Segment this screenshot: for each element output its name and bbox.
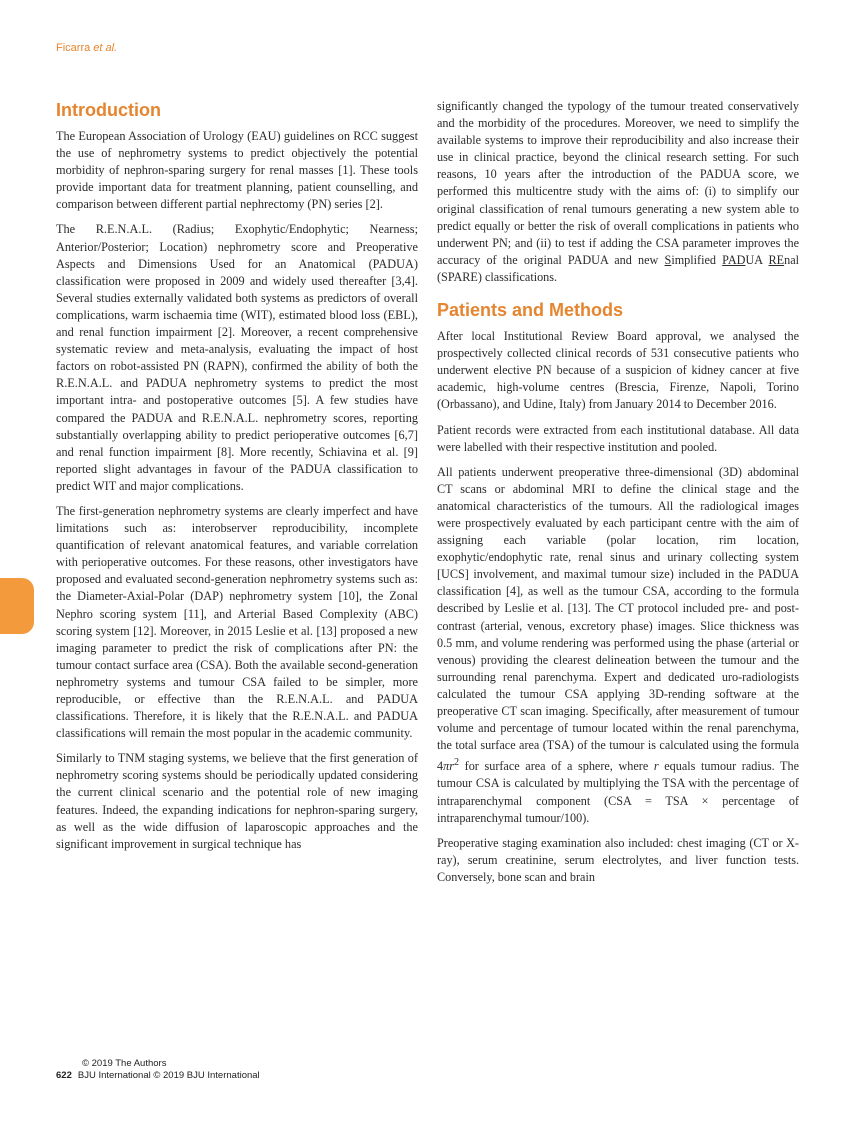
footer-copyright: © 2019 The Authors	[82, 1058, 167, 1069]
running-head-etal: et al.	[93, 42, 118, 54]
methods-paragraph-1: After local Institutional Review Board approval, we analysed the prospectively collected clinical records of 531 consecutive patients who underwent elective PN because of a suspicion of kidney cancer at five academic, high-volume centres (Brescia, Firenze, Napoli, Torino (Orbassano), and Udine, Italy) from January 2014 to December 2016.	[437, 329, 799, 412]
pi-symbol: π	[443, 759, 450, 774]
intro-continued-paragraph	[437, 98, 799, 286]
imaging-text-2: for surface area of a sphere, where	[459, 759, 654, 774]
spare-ua: UA	[745, 252, 769, 267]
intro-continued-text: significantly changed the typology of the tumour treated conservatively and the morbidity of the procedures. Moreover, we need to simplify the available systems to improve their reproducibility and also increase their use in clinical practice, beyond the clinical research setting. For such reasons, 10 years after the introduction of the PADUA score, we performed this multicentre study with the aims of: (i) to simplify our original classification of renal tumours generating a new system able to predict equally or better the risk of overall complications in patients who underwent PN; and (ii) to test if adding the CSA parameter improves the accuracy of the original PADUA and new	[437, 99, 799, 267]
intro-paragraph-4: Similarly to TNM staging systems, we believe that the first generation of nephrometry scoring systems should be periodically updated considering the current clinical scenario and the potential role of new imaging features. Indeed, the expanding indications for nephron-sparing surgery, as well as the wide diffusion of laparoscopic approaches and the significant improvement in surgical technique has	[56, 751, 418, 851]
squared-superscript: 2	[453, 757, 460, 769]
intro-paragraph-2: The R.E.N.A.L. (Radius; Exophytic/Endophytic; Nearness; Anterior/Posterior; Location) nephrometry score and Preoperative Aspects and Dimensions Used for an Anatomical (PADUA) classification were proposed in 2009 and widely used thereafter [3,4]. Several studies externally validated both systems as predictors of overall complications, warm ischaemia time (WIT), estimated blood loss (EBL), and renal function impairment [2]. Moreover, a recent comprehensive systematic review and meta-analysis, evaluating the impact of host factors on robot-assisted PN (RAPN), confirmed the ability of both the R.E.N.A.L. and PADUA nephrometry systems to predict the most important intra- and postoperative outcomes [5]. A few studies have compared the PADUA and R.E.N.A.L. nephrometry scores, reporting substantially overlapping ability to predict perioperative outcomes [6,7] and renal function impairment [8]. More recently, Schiavina et al. [9] reported slight advantages in favour of the PADUA classification to predict WIT and major complications.	[56, 222, 418, 493]
right-column	[437, 98, 799, 894]
intro-paragraph-1: The European Association of Urology (EAU) guidelines on RCC suggest the use of nephrometry systems to predict objectively the potential morbidity of nephron-sparing surgery for renal masses [1]. These tools provide important data for treatment planning, patient counselling, and comparison between different partial nephrectomy (PN) series [2].	[56, 129, 418, 212]
methods-imaging-paragraph	[437, 464, 799, 827]
patients-methods-heading: Patients and Methods	[437, 300, 624, 321]
imaging-text-3: equals tumour radius. The tumour CSA is calculated by multiplying the TSA with the percentage of intraparenchymal component (CSA = TSA × percentage of intraparenchymal tumour/100).	[437, 759, 799, 825]
r-symbol-2: r	[653, 759, 659, 774]
spare-pad: PAD	[722, 252, 746, 267]
page-footer	[56, 1058, 260, 1082]
section-tab-marker	[0, 578, 34, 634]
r-symbol: r	[449, 759, 454, 774]
intro-paragraph-3: The first-generation nephrometry systems are clearly imperfect and have limitations such as: interobserver reproducibility, incomplete quantification of relevant anatomical features, and variable correlation with perioperative outcomes. For these reasons, other investigators have proposed and evaluated second-generation nephrometry systems such as: the Diameter-Axial-Polar (DAP) nephrometry system [10], the Zonal Nephro scoring system [11], and Arterial Based Complexity (ABC) scoring system [12]. Moreover, in 2015 Leslie et al. [13] proposed a new imaging parameter to predict the risk of complications after PN: the tumour contact surface area (CSA). Both the available second-generation nephrometry systems and tumour CSA failed to be simpler, more reproducible, or effective than the R.E.N.A.L. and PADUA classifications. Therefore, it is likely that the R.E.N.A.L. and PADUA classifications will remain the most popular in the academic community.	[56, 503, 418, 741]
page-number: 622	[56, 1070, 72, 1081]
methods-paragraph-2: Patient records were extracted from each institutional database. All data were labelled with their respective institution and pooled.	[437, 422, 799, 454]
footer-journal: BJU International © 2019 BJU International	[77, 1070, 260, 1081]
spare-implified: implified	[671, 252, 723, 267]
running-head	[56, 42, 117, 54]
footer-journal-line	[56, 1070, 260, 1082]
spare-re: RE	[768, 252, 785, 267]
running-head-author: Ficarra	[56, 42, 91, 54]
spare-nal: nal (SPARE) classifications.	[437, 252, 800, 284]
left-column	[56, 98, 418, 861]
introduction-heading: Introduction	[56, 100, 161, 120]
imaging-text-1: All patients underwent preoperative three-dimensional (3D) abdominal CT scans or abdominal MRI to define the clinical stage and the anatomical characteristics of the tumours. All the radiological images were prospectively evaluated by each participant centre with the aim of assigning each variable (polar location, rim location, exophytic/endophytic rate, renal sinus and urinary collecting system [UCS] involvement, and maximal tumour size) included in the PADUA classification [4], as well as the tumour CSA, according to the formula described by Leslie et al. [13]. The CT protocol included pre- and post-contrast (arterial, venous, excretory phase) images. Slice thickness was 0.5 mm, and volume rendering was performed using the phase (arterial or venous) providing the clearest delineation between the tumour and the surrounding renal parenchyma. Expert and dedicated uro-radiologists calculated the tumour CSA applying 3D-rending software at the preoperative CT scan imaging. Specifically, after measurement of tumour volume and percentage of tumour located within the renal parenchyma, the total surface area (TSA) of the tumour is calculated using the formula 4	[437, 464, 799, 774]
spare-s: S	[664, 252, 672, 267]
methods-staging-paragraph: Preoperative staging examination also included: chest imaging (CT or X-ray), serum creatinine, serum electrolytes, and liver function tests. Conversely, bone scan and brain	[437, 835, 799, 884]
